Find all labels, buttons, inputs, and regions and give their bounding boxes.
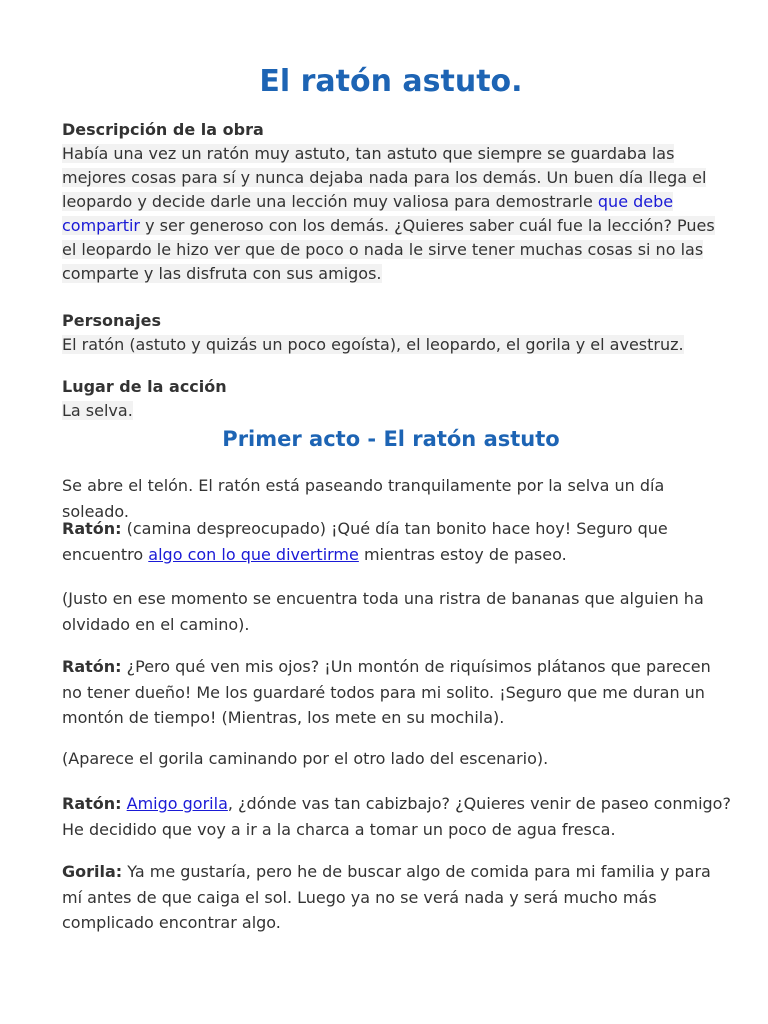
document-title: El ratón astuto. [259, 64, 523, 99]
speaker-name: Ratón: [62, 657, 122, 676]
dialogue-line: Gorila: Ya me gustaría, pero he de buscar algo de comida para mi familia y para mí antes de que caiga el sol. Luego ya no se verá nada y será mucho más complicado encontrar algo. [62, 862, 711, 932]
speaker-name: Ratón: [62, 794, 122, 813]
description-label: Descripción de la obra [62, 120, 264, 139]
characters-section [62, 309, 722, 357]
description-text-after: y ser generoso con los demás. ¿Quieres saber cuál fue la lección? Pues el leopardo le hizo ver que de poco o nada le sirve tener muchas cosas si no las comparte y las disfruta con sus amigos. [62, 216, 715, 283]
speaker-name: Gorila: [62, 862, 123, 881]
fun-link[interactable]: algo con lo que divertirme [148, 544, 359, 564]
setting-label: Lugar de la acción [62, 377, 227, 396]
dialogue-line: Ratón: ¿Pero qué ven mis ojos? ¡Un montón de riquísimos plátanos que parecen no tener dueño! Me los guardaré todos para mi solito. ¡Seguro que me duran un montón de tiempo! (Mientras, los mete en su mochila). [62, 657, 711, 727]
characters-label: Personajes [62, 311, 162, 330]
description-text [62, 142, 722, 286]
setting-text: La selva. [62, 401, 133, 420]
stage-direction: Se abre el telón. El ratón está paseando tranquilamente por la selva un día soleado. [62, 476, 665, 521]
characters-text: El ratón (astuto y quizás un poco egoísta), el leopardo, el gorila y el avestruz. [62, 335, 684, 354]
amigo-gorila-link[interactable]: Amigo gorila [126, 794, 228, 813]
dialogue-line: Ratón: (camina despreocupado) ¡Qué día tan bonito hace hoy! Seguro que encuentro algo con lo que divertirme mientras estoy de paseo. [62, 519, 668, 564]
dialogue-line: Ratón: Amigo gorila, ¿dónde vas tan cabizbajo? ¿Quieres venir de paseo conmigo? He decidido que voy a ir a la charca a tomar un poco de agua fresca. [62, 794, 731, 839]
stage-direction: (Justo en ese momento se encuentra toda una ristra de bananas que alguien ha olvidado en el camino). [62, 589, 704, 634]
speaker-name: Ratón: [62, 519, 122, 538]
setting-section [62, 375, 722, 423]
description-section [62, 118, 722, 286]
stage-direction: (Aparece el gorila caminando por el otro lado del escenario). [62, 749, 549, 768]
act-title: Primer acto - El ratón astuto [222, 427, 560, 451]
description-text-before: Había una vez un ratón muy astuto, tan astuto que siempre se guardaba las mejores cosas para sí y nunca dejaba nada para los demás. Un buen día llega el leopardo y decide darle una lección muy valiosa para demostrarle [62, 144, 707, 211]
share-link[interactable]: que debe compartir [62, 192, 674, 235]
